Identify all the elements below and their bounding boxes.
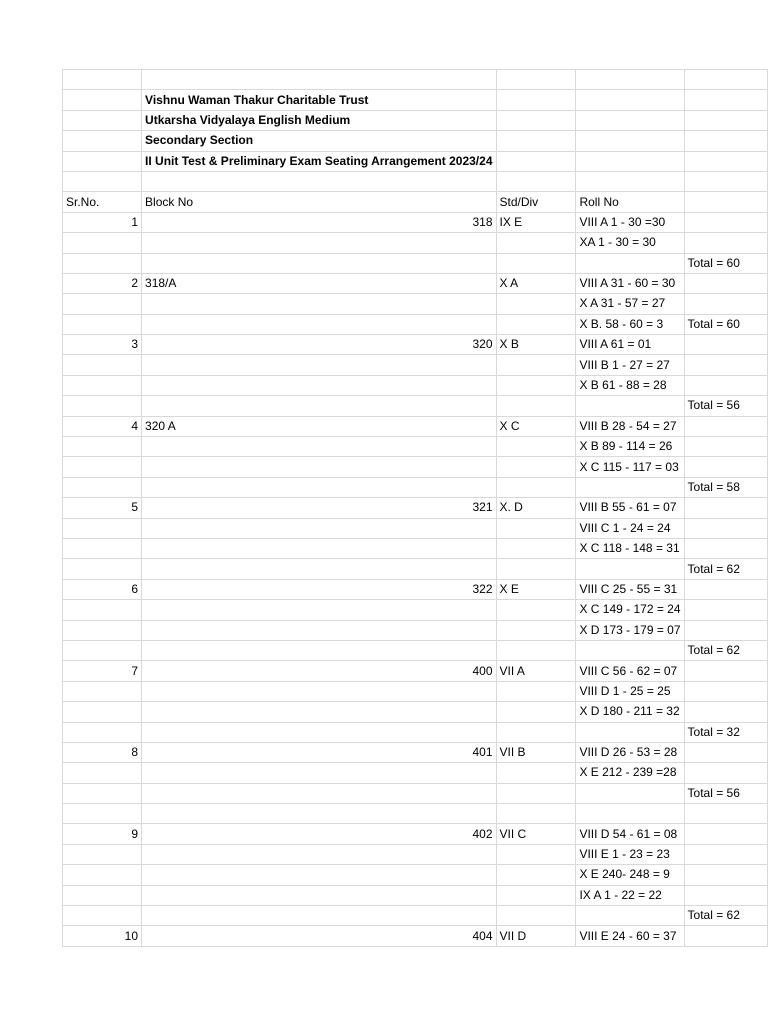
table-row — [63, 763, 768, 783]
table-row — [63, 212, 768, 232]
roll-no-cell[interactable]: X B 61 - 88 = 28 — [576, 375, 684, 395]
block-no-cell[interactable] — [142, 355, 496, 375]
roll-no-cell[interactable]: X D 173 - 179 = 07 — [576, 620, 684, 640]
sr-no-cell[interactable] — [63, 640, 142, 660]
total-cell[interactable] — [684, 335, 767, 355]
block-no-cell[interactable] — [142, 538, 496, 558]
roll-no-cell[interactable]: VIII A 61 = 01 — [576, 335, 684, 355]
std-div-cell[interactable] — [496, 457, 576, 477]
total-cell[interactable]: Total = 58 — [684, 477, 767, 497]
total-cell[interactable] — [684, 355, 767, 375]
std-div-cell[interactable]: IX E — [496, 212, 576, 232]
total-cell[interactable] — [684, 457, 767, 477]
table-row — [63, 477, 768, 497]
total-cell[interactable] — [684, 661, 767, 681]
std-div-cell[interactable] — [496, 538, 576, 558]
sr-no-cell[interactable]: 2 — [63, 273, 142, 293]
block-no-cell[interactable] — [142, 640, 496, 660]
sr-no-cell[interactable]: 3 — [63, 335, 142, 355]
sr-no-cell[interactable] — [63, 906, 142, 926]
spreadsheet-table — [62, 69, 768, 947]
sr-no-cell[interactable]: 1 — [63, 212, 142, 232]
sr-no-cell[interactable]: 7 — [63, 661, 142, 681]
table-row — [63, 906, 768, 926]
block-no-cell[interactable] — [142, 763, 496, 783]
header-roll-no[interactable]: Roll No — [576, 192, 684, 212]
table-row — [63, 233, 768, 253]
table-row — [63, 273, 768, 293]
total-cell[interactable]: Total = 32 — [684, 722, 767, 742]
table-row — [63, 824, 768, 844]
std-div-cell[interactable]: X B — [496, 335, 576, 355]
block-no-cell[interactable] — [142, 253, 496, 273]
total-cell[interactable]: Total = 62 — [684, 559, 767, 579]
table-row — [63, 600, 768, 620]
roll-no-cell[interactable]: X B 89 - 114 = 26 — [576, 437, 684, 457]
block-no-cell[interactable]: 320 A — [142, 416, 496, 436]
sr-no-cell[interactable] — [63, 681, 142, 701]
block-no-cell[interactable] — [142, 620, 496, 640]
block-no-cell[interactable] — [142, 783, 496, 803]
block-no-cell[interactable] — [142, 233, 496, 253]
roll-no-cell[interactable]: VIII C 56 - 62 = 07 — [576, 661, 684, 681]
roll-no-cell[interactable]: VIII D 54 - 61 = 08 — [576, 824, 684, 844]
table-row — [63, 640, 768, 660]
title-row — [63, 110, 768, 130]
std-div-cell[interactable] — [496, 844, 576, 864]
total-cell[interactable] — [684, 498, 767, 518]
table-row — [63, 559, 768, 579]
header-block-no[interactable]: Block No — [142, 192, 496, 212]
table-row — [63, 253, 768, 273]
sr-no-cell[interactable]: 4 — [63, 416, 142, 436]
block-no-cell[interactable]: 322 — [142, 579, 496, 599]
total-cell[interactable]: Total = 62 — [684, 640, 767, 660]
sr-no-cell[interactable] — [63, 538, 142, 558]
roll-no-cell[interactable] — [576, 906, 684, 926]
table-row — [63, 926, 768, 946]
roll-no-cell[interactable]: VIII B 55 - 61 = 07 — [576, 498, 684, 518]
table-row — [63, 661, 768, 681]
sr-no-cell[interactable] — [63, 559, 142, 579]
table-row — [63, 620, 768, 640]
school-name[interactable]: Utkarsha Vidyalaya English Medium — [142, 110, 496, 130]
total-cell[interactable]: Total = 60 — [684, 253, 767, 273]
total-cell[interactable] — [684, 926, 767, 946]
sr-no-cell[interactable] — [63, 375, 142, 395]
table-row — [63, 783, 768, 803]
block-no-cell[interactable] — [142, 722, 496, 742]
std-div-cell[interactable]: X C — [496, 416, 576, 436]
block-no-cell[interactable] — [142, 314, 496, 334]
table-row — [63, 294, 768, 314]
header-blank[interactable] — [684, 192, 767, 212]
total-cell[interactable] — [684, 885, 767, 905]
total-cell[interactable]: Total = 60 — [684, 314, 767, 334]
sr-no-cell[interactable] — [63, 355, 142, 375]
block-no-cell[interactable] — [142, 375, 496, 395]
std-div-cell[interactable] — [496, 804, 576, 824]
sr-no-cell[interactable] — [63, 620, 142, 640]
roll-no-cell[interactable] — [576, 640, 684, 660]
block-no-cell[interactable]: 402 — [142, 824, 496, 844]
roll-no-cell[interactable]: X C 149 - 172 = 24 — [576, 600, 684, 620]
total-cell[interactable] — [684, 212, 767, 232]
std-div-cell[interactable] — [496, 477, 576, 497]
sr-no-cell[interactable] — [63, 865, 142, 885]
std-div-cell[interactable] — [496, 865, 576, 885]
total-cell[interactable] — [684, 294, 767, 314]
sr-no-cell[interactable] — [63, 253, 142, 273]
total-cell[interactable] — [684, 518, 767, 538]
std-div-cell[interactable]: X A — [496, 273, 576, 293]
total-cell[interactable] — [684, 620, 767, 640]
std-div-cell[interactable] — [496, 375, 576, 395]
total-cell[interactable] — [684, 702, 767, 722]
header-std-div[interactable]: Std/Div — [496, 192, 576, 212]
total-cell[interactable] — [684, 375, 767, 395]
total-cell[interactable] — [684, 681, 767, 701]
total-cell[interactable] — [684, 824, 767, 844]
table-row — [63, 314, 768, 334]
roll-no-cell[interactable]: VIII B 28 - 54 = 27 — [576, 416, 684, 436]
sr-no-cell[interactable] — [63, 783, 142, 803]
std-div-cell[interactable] — [496, 722, 576, 742]
table-row — [63, 681, 768, 701]
block-no-cell[interactable]: 320 — [142, 335, 496, 355]
roll-no-cell[interactable]: X D 180 - 211 = 32 — [576, 702, 684, 722]
sr-no-cell[interactable] — [63, 437, 142, 457]
std-div-cell[interactable] — [496, 681, 576, 701]
sr-no-cell[interactable] — [63, 457, 142, 477]
block-no-cell[interactable]: 400 — [142, 661, 496, 681]
total-cell[interactable] — [684, 742, 767, 762]
std-div-cell[interactable]: VII D — [496, 926, 576, 946]
roll-no-cell[interactable]: VIII B 1 - 27 = 27 — [576, 355, 684, 375]
roll-no-cell[interactable] — [576, 559, 684, 579]
block-no-cell[interactable] — [142, 559, 496, 579]
table-row — [63, 538, 768, 558]
std-div-cell[interactable] — [496, 294, 576, 314]
trust-name[interactable]: Vishnu Waman Thakur Charitable Trust — [142, 90, 496, 110]
block-no-cell[interactable] — [142, 865, 496, 885]
roll-no-cell[interactable] — [576, 477, 684, 497]
block-no-cell[interactable] — [142, 396, 496, 416]
roll-no-cell[interactable]: X B. 58 - 60 = 3 — [576, 314, 684, 334]
std-div-cell[interactable] — [496, 233, 576, 253]
roll-no-cell[interactable]: VIII E 24 - 60 = 37 — [576, 926, 684, 946]
table-row — [63, 742, 768, 762]
block-no-cell[interactable] — [142, 702, 496, 722]
sr-no-cell[interactable] — [63, 396, 142, 416]
roll-no-cell[interactable] — [576, 396, 684, 416]
table-row — [63, 844, 768, 864]
block-no-cell[interactable]: 318/A — [142, 273, 496, 293]
roll-no-cell[interactable] — [576, 722, 684, 742]
block-no-cell[interactable] — [142, 804, 496, 824]
title-row — [63, 151, 768, 171]
roll-no-cell[interactable]: X C 115 - 117 = 03 — [576, 457, 684, 477]
std-div-cell[interactable]: X E — [496, 579, 576, 599]
sr-no-cell[interactable] — [63, 722, 142, 742]
table-row — [63, 375, 768, 395]
std-div-cell[interactable] — [496, 763, 576, 783]
block-no-cell[interactable] — [142, 681, 496, 701]
std-div-cell[interactable] — [496, 437, 576, 457]
total-cell[interactable] — [684, 804, 767, 824]
total-cell[interactable] — [684, 416, 767, 436]
section-name[interactable]: Secondary Section — [142, 131, 496, 151]
table-row — [63, 457, 768, 477]
blank-row — [63, 171, 768, 191]
std-div-cell[interactable] — [496, 600, 576, 620]
exam-title[interactable]: II Unit Test & Preliminary Exam Seating Arrangement 2023/24 — [142, 151, 496, 171]
title-row — [63, 90, 768, 110]
roll-no-cell[interactable]: VIII A 31 - 60 = 30 — [576, 273, 684, 293]
std-div-cell[interactable]: VII A — [496, 661, 576, 681]
total-cell[interactable] — [684, 233, 767, 253]
std-div-cell[interactable] — [496, 518, 576, 538]
total-cell[interactable]: Total = 62 — [684, 906, 767, 926]
block-no-cell[interactable]: 404 — [142, 926, 496, 946]
sr-no-cell[interactable] — [63, 233, 142, 253]
roll-no-cell[interactable]: VIII A 1 - 30 =30 — [576, 212, 684, 232]
total-cell[interactable] — [684, 865, 767, 885]
std-div-cell[interactable] — [496, 559, 576, 579]
std-div-cell[interactable] — [496, 314, 576, 334]
std-div-cell[interactable] — [496, 702, 576, 722]
sr-no-cell[interactable] — [63, 314, 142, 334]
table-row — [63, 865, 768, 885]
block-no-cell[interactable] — [142, 885, 496, 905]
std-div-cell[interactable] — [496, 396, 576, 416]
table-row — [63, 804, 768, 824]
table-row — [63, 579, 768, 599]
roll-no-cell[interactable]: VIII D 26 - 53 = 28 — [576, 742, 684, 762]
table-row — [63, 722, 768, 742]
block-no-cell[interactable]: 401 — [142, 742, 496, 762]
block-no-cell[interactable] — [142, 600, 496, 620]
sr-no-cell[interactable]: 6 — [63, 579, 142, 599]
block-no-cell[interactable]: 321 — [142, 498, 496, 518]
total-cell[interactable]: Total = 56 — [684, 396, 767, 416]
sr-no-cell[interactable]: 10 — [63, 926, 142, 946]
sr-no-cell[interactable] — [63, 844, 142, 864]
header-sr-no[interactable]: Sr.No. — [63, 192, 142, 212]
block-no-cell[interactable] — [142, 457, 496, 477]
roll-no-cell[interactable]: VIII C 25 - 55 = 31 — [576, 579, 684, 599]
std-div-cell[interactable]: VII B — [496, 742, 576, 762]
roll-no-cell[interactable]: VIII D 1 - 25 = 25 — [576, 681, 684, 701]
block-no-cell[interactable] — [142, 906, 496, 926]
header-row — [63, 192, 768, 212]
table-row — [63, 396, 768, 416]
std-div-cell[interactable] — [496, 620, 576, 640]
roll-no-cell[interactable]: X A 31 - 57 = 27 — [576, 294, 684, 314]
roll-no-cell[interactable]: X C 118 - 148 = 31 — [576, 538, 684, 558]
roll-no-cell[interactable]: XA 1 - 30 = 30 — [576, 233, 684, 253]
std-div-cell[interactable] — [496, 640, 576, 660]
std-div-cell[interactable] — [496, 355, 576, 375]
sr-no-cell[interactable]: 5 — [63, 498, 142, 518]
sr-no-cell[interactable] — [63, 885, 142, 905]
sr-no-cell[interactable] — [63, 763, 142, 783]
block-no-cell[interactable] — [142, 294, 496, 314]
total-cell[interactable] — [684, 437, 767, 457]
sr-no-cell[interactable] — [63, 804, 142, 824]
roll-no-cell[interactable] — [576, 783, 684, 803]
sr-no-cell[interactable]: 8 — [63, 742, 142, 762]
table-row — [63, 498, 768, 518]
table-row — [63, 437, 768, 457]
table-row — [63, 416, 768, 436]
table-row — [63, 355, 768, 375]
roll-no-cell[interactable]: IX A 1 - 22 = 22 — [576, 885, 684, 905]
roll-no-cell[interactable] — [576, 804, 684, 824]
roll-no-cell[interactable]: VIII C 1 - 24 = 24 — [576, 518, 684, 538]
std-div-cell[interactable] — [496, 885, 576, 905]
total-cell[interactable] — [684, 579, 767, 599]
roll-no-cell[interactable] — [576, 253, 684, 273]
blank-row — [63, 70, 768, 90]
block-no-cell[interactable] — [142, 518, 496, 538]
std-div-cell[interactable]: VII C — [496, 824, 576, 844]
roll-no-cell[interactable]: X E 240- 248 = 9 — [576, 865, 684, 885]
total-cell[interactable] — [684, 600, 767, 620]
total-cell[interactable] — [684, 273, 767, 293]
roll-no-cell[interactable]: VIII E 1 - 23 = 23 — [576, 844, 684, 864]
total-cell[interactable] — [684, 844, 767, 864]
std-div-cell[interactable] — [496, 906, 576, 926]
block-no-cell[interactable] — [142, 437, 496, 457]
table-row — [63, 702, 768, 722]
table-row — [63, 885, 768, 905]
total-cell[interactable]: Total = 56 — [684, 783, 767, 803]
sr-no-cell[interactable]: 9 — [63, 824, 142, 844]
total-cell[interactable] — [684, 763, 767, 783]
sr-no-cell[interactable] — [63, 477, 142, 497]
table-row — [63, 335, 768, 355]
total-cell[interactable] — [684, 538, 767, 558]
sr-no-cell[interactable] — [63, 294, 142, 314]
sr-no-cell[interactable] — [63, 600, 142, 620]
block-no-cell[interactable] — [142, 477, 496, 497]
title-row — [63, 131, 768, 151]
std-div-cell[interactable]: X. D — [496, 498, 576, 518]
std-div-cell[interactable] — [496, 253, 576, 273]
std-div-cell[interactable] — [496, 783, 576, 803]
block-no-cell[interactable] — [142, 844, 496, 864]
sr-no-cell[interactable] — [63, 702, 142, 722]
roll-no-cell[interactable]: X E 212 - 239 =28 — [576, 763, 684, 783]
block-no-cell[interactable]: 318 — [142, 212, 496, 232]
table-row — [63, 518, 768, 538]
sr-no-cell[interactable] — [63, 518, 142, 538]
